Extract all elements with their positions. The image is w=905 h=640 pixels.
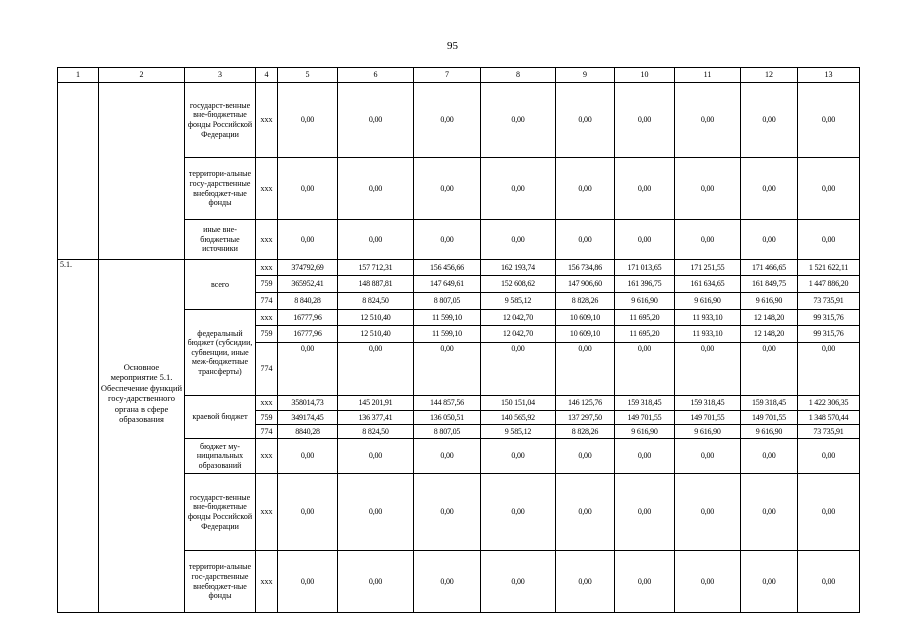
empty-cell: [99, 83, 185, 260]
value-cell: 0,00: [615, 158, 675, 220]
value-cell: 9 616,90: [615, 425, 675, 439]
value-cell: 0,00: [481, 158, 556, 220]
value-cell: 10 609,10: [556, 326, 615, 343]
measure-title: Основное мероприятие 5.1. Обеспечение функций госу-дарственного органа в сфере образования: [99, 260, 185, 613]
value-cell: 149 701,55: [615, 411, 675, 425]
value-cell: 161 849,75: [741, 276, 798, 293]
value-cell: 0,00: [798, 343, 860, 396]
column-header: 4: [256, 68, 278, 83]
page-number: 95: [447, 40, 458, 52]
value-cell: 171 466,65: [741, 260, 798, 276]
value-cell: 0,00: [338, 439, 414, 474]
value-cell: 0,00: [741, 551, 798, 613]
budget-code: 759: [256, 276, 278, 293]
value-cell: 11 933,10: [675, 326, 741, 343]
value-cell: 156 734,86: [556, 260, 615, 276]
value-cell: 16777,96: [278, 326, 338, 343]
value-cell: 11 599,10: [414, 310, 481, 326]
value-cell: 0,00: [481, 439, 556, 474]
value-cell: 99 315,76: [798, 326, 860, 343]
value-cell: 0,00: [741, 343, 798, 396]
value-cell: 8 828,26: [556, 293, 615, 310]
value-cell: 0,00: [798, 220, 860, 260]
value-cell: 0,00: [556, 551, 615, 613]
value-cell: 161 396,75: [615, 276, 675, 293]
value-cell: 8 824,50: [338, 425, 414, 439]
value-cell: 16777,96: [278, 310, 338, 326]
value-cell: 358014,73: [278, 396, 338, 411]
budget-code: ххх: [256, 551, 278, 613]
column-header: 2: [99, 68, 185, 83]
column-header: 7: [414, 68, 481, 83]
value-cell: 8 840,28: [278, 293, 338, 310]
value-cell: 0,00: [278, 551, 338, 613]
column-header: 10: [615, 68, 675, 83]
value-cell: 149 701,55: [741, 411, 798, 425]
value-cell: 0,00: [615, 474, 675, 551]
budget-code: ххх: [256, 396, 278, 411]
value-cell: 136 050,51: [414, 411, 481, 425]
value-cell: 11 695,20: [615, 310, 675, 326]
value-cell: 144 857,56: [414, 396, 481, 411]
value-cell: 8 807,05: [414, 425, 481, 439]
budget-code: ххх: [256, 83, 278, 158]
budget-code: ххх: [256, 439, 278, 474]
value-cell: 0,00: [798, 83, 860, 158]
value-cell: 8840,28: [278, 425, 338, 439]
value-cell: 152 608,62: [481, 276, 556, 293]
value-cell: 0,00: [615, 343, 675, 396]
value-cell: 9 585,12: [481, 425, 556, 439]
value-cell: 11 599,10: [414, 326, 481, 343]
value-cell: 0,00: [481, 220, 556, 260]
value-cell: 0,00: [556, 83, 615, 158]
value-cell: 147 906,60: [556, 276, 615, 293]
value-cell: 136 377,41: [338, 411, 414, 425]
value-cell: 8 824,50: [338, 293, 414, 310]
value-cell: 159 318,45: [615, 396, 675, 411]
value-cell: 0,00: [615, 551, 675, 613]
column-header-row: [58, 68, 860, 83]
value-cell: 1 521 622,11: [798, 260, 860, 276]
value-cell: 0,00: [741, 158, 798, 220]
column-header: 6: [338, 68, 414, 83]
funding-source-label: всего: [185, 260, 256, 310]
value-cell: 148 887,81: [338, 276, 414, 293]
value-cell: 0,00: [675, 83, 741, 158]
column-header: 5: [278, 68, 338, 83]
funding-source-label: территори-альные госу-дарственные внебюджет-ные фонды: [185, 158, 256, 220]
column-header: 9: [556, 68, 615, 83]
value-cell: 1 422 306,35: [798, 396, 860, 411]
value-cell: 159 318,45: [675, 396, 741, 411]
value-cell: 0,00: [556, 158, 615, 220]
value-cell: 159 318,45: [741, 396, 798, 411]
value-cell: 0,00: [798, 158, 860, 220]
value-cell: 0,00: [414, 474, 481, 551]
value-cell: 0,00: [741, 474, 798, 551]
value-cell: 0,00: [798, 439, 860, 474]
value-cell: 8 828,26: [556, 425, 615, 439]
empty-cell: [58, 83, 99, 260]
value-cell: 12 042,70: [481, 310, 556, 326]
value-cell: 0,00: [278, 474, 338, 551]
value-cell: 0,00: [338, 83, 414, 158]
column-header: 1: [58, 68, 99, 83]
value-cell: 0,00: [675, 551, 741, 613]
column-header: 11: [675, 68, 741, 83]
budget-code: ххх: [256, 260, 278, 276]
value-cell: 0,00: [556, 439, 615, 474]
budget-code: 759: [256, 411, 278, 425]
value-cell: 0,00: [338, 220, 414, 260]
value-cell: 0,00: [414, 439, 481, 474]
value-cell: 12 042,70: [481, 326, 556, 343]
value-cell: 162 193,74: [481, 260, 556, 276]
value-cell: 0,00: [481, 474, 556, 551]
value-cell: 9 616,90: [741, 425, 798, 439]
value-cell: 161 634,65: [675, 276, 741, 293]
value-cell: 0,00: [615, 220, 675, 260]
value-cell: 146 125,76: [556, 396, 615, 411]
budget-code: ххх: [256, 310, 278, 326]
value-cell: 10 609,10: [556, 310, 615, 326]
value-cell: 12 148,20: [741, 326, 798, 343]
value-cell: 0,00: [338, 551, 414, 613]
value-cell: 0,00: [741, 439, 798, 474]
column-header: 3: [185, 68, 256, 83]
value-cell: 171 013,65: [615, 260, 675, 276]
value-cell: 137 297,50: [556, 411, 615, 425]
value-cell: 0,00: [675, 343, 741, 396]
value-cell: 0,00: [338, 158, 414, 220]
value-cell: 0,00: [278, 439, 338, 474]
value-cell: 12 510,40: [338, 326, 414, 343]
value-cell: 0,00: [675, 158, 741, 220]
table-row: [58, 83, 860, 158]
value-cell: 0,00: [798, 474, 860, 551]
value-cell: 9 616,90: [675, 293, 741, 310]
value-cell: 374792,69: [278, 260, 338, 276]
value-cell: 0,00: [798, 551, 860, 613]
value-cell: 0,00: [414, 158, 481, 220]
value-cell: 156 456,66: [414, 260, 481, 276]
value-cell: 149 701,55: [675, 411, 741, 425]
budget-code: 774: [256, 425, 278, 439]
budget-code: ххх: [256, 220, 278, 260]
value-cell: 1 447 886,20: [798, 276, 860, 293]
value-cell: 0,00: [615, 439, 675, 474]
value-cell: 0,00: [556, 220, 615, 260]
value-cell: 0,00: [481, 551, 556, 613]
value-cell: 0,00: [414, 551, 481, 613]
column-header: 8: [481, 68, 556, 83]
value-cell: 0,00: [414, 343, 481, 396]
value-cell: 11 933,10: [675, 310, 741, 326]
column-header: 12: [741, 68, 798, 83]
section-number: 5.1.: [58, 260, 99, 613]
value-cell: 0,00: [741, 83, 798, 158]
value-cell: 0,00: [741, 220, 798, 260]
value-cell: 0,00: [414, 220, 481, 260]
funding-source-label: иные вне-бюджетные источники: [185, 220, 256, 260]
funding-source-label: государст-венные вне-бюджетные фонды Российской Федерации: [185, 474, 256, 551]
budget-code: 759: [256, 326, 278, 343]
value-cell: 171 251,55: [675, 260, 741, 276]
funding-source-label: территори-альные гос-дарственные внебюджет-ные фонды: [185, 551, 256, 613]
value-cell: 12 510,40: [338, 310, 414, 326]
value-cell: 147 649,61: [414, 276, 481, 293]
value-cell: 0,00: [278, 158, 338, 220]
funding-source-label: краевой бюджет: [185, 396, 256, 439]
budget-code: ххх: [256, 158, 278, 220]
funding-source-label: государст-венные вне-бюджетные фонды Российской Федерации: [185, 83, 256, 158]
value-cell: 1 348 570,44: [798, 411, 860, 425]
value-cell: 349174,45: [278, 411, 338, 425]
value-cell: 11 695,20: [615, 326, 675, 343]
value-cell: 0,00: [414, 83, 481, 158]
value-cell: 157 712,31: [338, 260, 414, 276]
value-cell: 365952,41: [278, 276, 338, 293]
funding-source-label: бюджет му-ниципальных образований: [185, 439, 256, 474]
value-cell: 0,00: [556, 343, 615, 396]
value-cell: 0,00: [615, 83, 675, 158]
value-cell: 0,00: [556, 474, 615, 551]
value-cell: 0,00: [338, 343, 414, 396]
value-cell: 9 616,90: [615, 293, 675, 310]
table-row: [58, 260, 860, 276]
budget-code: ххх: [256, 474, 278, 551]
value-cell: 9 616,90: [675, 425, 741, 439]
value-cell: 0,00: [481, 343, 556, 396]
budget-table: [57, 67, 860, 613]
funding-source-label: федеральный бюджет (субсидии, субвенции, иные меж-бюджетные трансферты): [185, 310, 256, 396]
value-cell: 0,00: [278, 83, 338, 158]
budget-code: 774: [256, 343, 278, 396]
value-cell: 0,00: [675, 474, 741, 551]
value-cell: 140 565,92: [481, 411, 556, 425]
value-cell: 9 585,12: [481, 293, 556, 310]
value-cell: 0,00: [338, 474, 414, 551]
value-cell: 145 201,91: [338, 396, 414, 411]
value-cell: 99 315,76: [798, 310, 860, 326]
value-cell: 0,00: [481, 83, 556, 158]
column-header: 13: [798, 68, 860, 83]
value-cell: 0,00: [675, 439, 741, 474]
value-cell: 9 616,90: [741, 293, 798, 310]
budget-code: 774: [256, 293, 278, 310]
value-cell: 73 735,91: [798, 425, 860, 439]
value-cell: 0,00: [278, 220, 338, 260]
value-cell: 150 151,04: [481, 396, 556, 411]
value-cell: 8 807,05: [414, 293, 481, 310]
value-cell: 73 735,91: [798, 293, 860, 310]
value-cell: 0,00: [675, 220, 741, 260]
value-cell: 0,00: [278, 343, 338, 396]
value-cell: 12 148,20: [741, 310, 798, 326]
